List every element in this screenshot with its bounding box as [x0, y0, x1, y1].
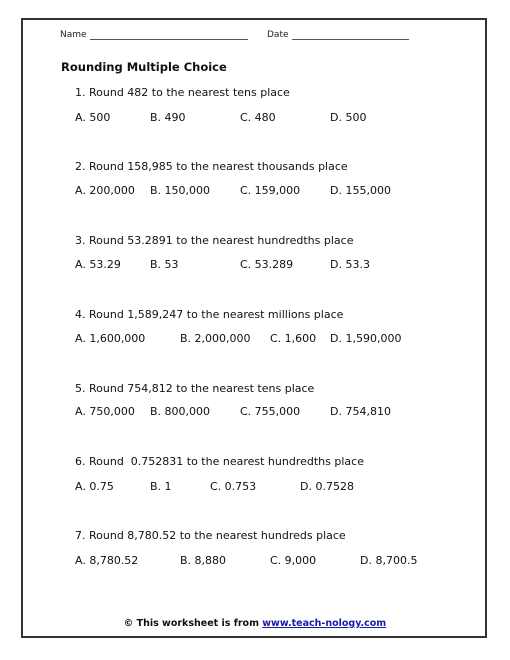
worksheet-title: Rounding Multiple Choice — [61, 60, 227, 74]
q3-choice-a: A. 53.29 — [75, 258, 121, 271]
q6-choice-d: D. 0.7528 — [300, 480, 354, 493]
q7-choice-d: D. 8,700.5 — [360, 554, 418, 567]
q1-choice-b: B. 490 — [150, 111, 186, 124]
name-label: Name — [60, 30, 87, 40]
q7-choice-b: B. 8,880 — [180, 554, 227, 567]
q4-choice-b: B. 2,000,000 — [180, 332, 251, 345]
q6-choice-c: C. 0.753 — [210, 480, 257, 493]
question-2: 2. Round 158,985 to the nearest thousands place — [75, 160, 348, 173]
question-1: 1. Round 482 to the nearest tens place — [75, 86, 290, 99]
footer-prefix: © This worksheet is from — [123, 618, 263, 629]
q1-choice-a: A. 500 — [75, 111, 111, 124]
q5-choice-c: C. 755,000 — [240, 405, 301, 418]
question-5: 5. Round 754,812 to the nearest tens place — [75, 382, 315, 395]
q2-choice-d: D. 155,000 — [330, 184, 391, 197]
question-4: 4. Round 1,589,247 to the nearest millions place — [75, 308, 344, 321]
q4-choice-a: A. 1,600,000 — [75, 332, 146, 345]
q1-choice-c: C. 480 — [240, 111, 276, 124]
date-label: Date — [267, 30, 289, 40]
date-field-line — [292, 39, 409, 40]
q4-choice-c: C. 1,600 — [270, 332, 317, 345]
q6-choice-b: B. 1 — [150, 480, 172, 493]
q3-choice-b: B. 53 — [150, 258, 179, 271]
q2-choice-b: B. 150,000 — [150, 184, 211, 197]
question-6: 6. Round 0.752831 to the nearest hundredths place — [75, 455, 364, 468]
footer-link[interactable]: www.teach-nology.com — [262, 618, 387, 629]
q7-choice-a: A. 8,780.52 — [75, 554, 139, 567]
q3-choice-d: D. 53.3 — [330, 258, 370, 271]
question-3: 3. Round 53.2891 to the nearest hundredths place — [75, 234, 354, 247]
name-field-line — [90, 39, 248, 40]
q5-choice-d: D. 754,810 — [330, 405, 391, 418]
question-7: 7. Round 8,780.52 to the nearest hundreds place — [75, 529, 346, 542]
q6-choice-a: A. 0.75 — [75, 480, 114, 493]
footer-credit — [0, 618, 510, 629]
q3-choice-c: C. 53.289 — [240, 258, 294, 271]
q4-choice-d: D. 1,590,000 — [330, 332, 402, 345]
q5-choice-b: B. 800,000 — [150, 405, 211, 418]
q2-choice-a: A. 200,000 — [75, 184, 135, 197]
q2-choice-c: C. 159,000 — [240, 184, 301, 197]
q5-choice-a: A. 750,000 — [75, 405, 135, 418]
q1-choice-d: D. 500 — [330, 111, 367, 124]
q7-choice-c: C. 9,000 — [270, 554, 317, 567]
